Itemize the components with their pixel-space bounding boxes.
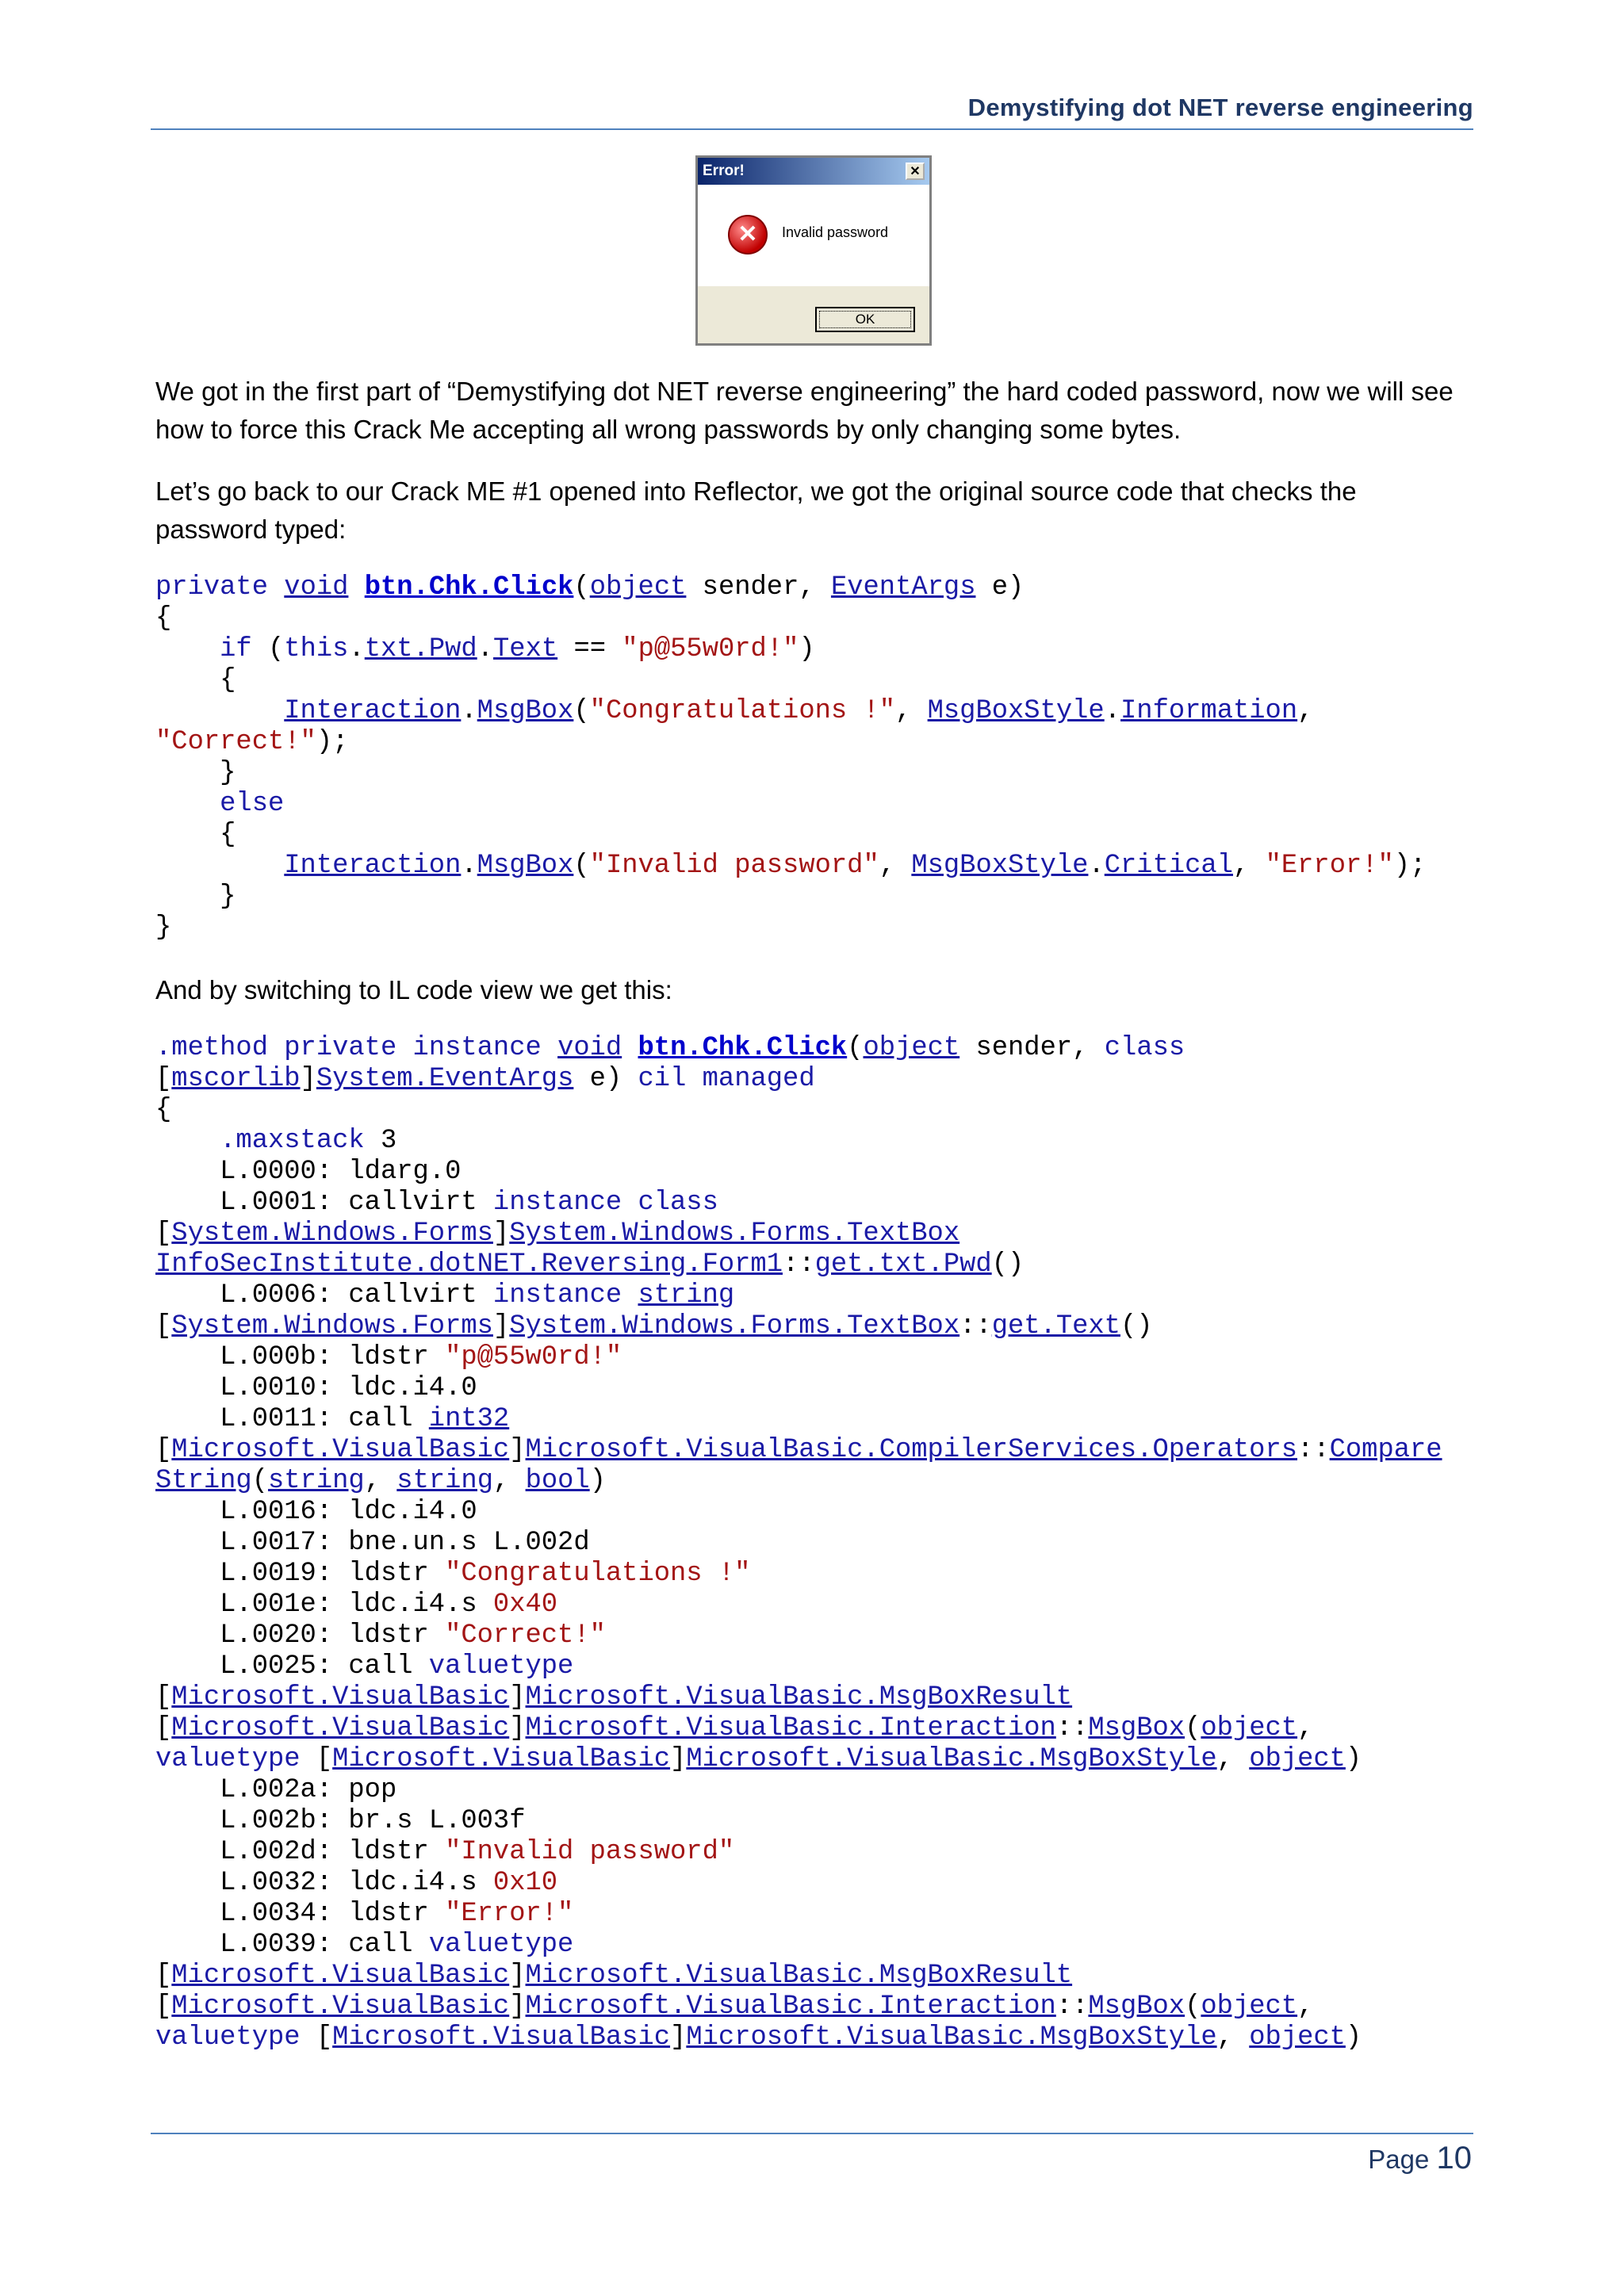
code-line [155,1775,1442,1806]
code-line [155,696,1426,727]
code-line [155,727,1426,758]
code-token: Microsoft.VisualBasic [332,2022,671,2053]
code-token: void [557,1033,622,1063]
code-token: object [863,1033,960,1063]
code-token: "p@55w0rd!" [622,634,799,664]
code-token: . [461,851,477,881]
code-token: object [1201,1713,1298,1743]
code-line [155,1435,1442,1466]
page-number [1368,2141,1472,2176]
code-token: Compare [1329,1435,1442,1465]
code-token: valuetype [155,1744,301,1774]
code-token: get.txt.Pwd [814,1249,992,1280]
code-token: [ [155,1219,172,1249]
code-token: Microsoft.VisualBasic.Interaction [525,1713,1056,1743]
code-line [155,1930,1442,1961]
code-token: Microsoft.VisualBasic [332,1744,671,1774]
dialog-message: Invalid password [782,224,889,240]
code-token: L.000b: ldstr [155,1342,446,1372]
code-token: L.002b: br.s L.003f [155,1806,526,1836]
code-token: ); [1393,851,1427,881]
code-token: () [991,1249,1025,1280]
code-token: Interaction [284,696,462,726]
code-token: "Congratulations !" [445,1559,751,1589]
code-token: InfoSecInstitute.dotNET.Reversing.Form1 [155,1249,783,1280]
code-token: L.0017: bne.un.s L.002d [155,1528,590,1558]
code-token: btn.Chk.Click [364,572,574,603]
code-token: 0x40 [492,1590,558,1620]
code-line [155,2022,1442,2053]
code-token: , [364,1466,397,1496]
code-token: Microsoft.VisualBasic.Interaction [525,1992,1056,2022]
code-token: ] [509,1961,526,1991]
code-token: ] [509,1713,526,1743]
code-token: class [1104,1033,1185,1063]
code-token: L.0010: ldc.i4.0 [155,1373,477,1403]
code-token: } [155,758,236,788]
error-icon: ✕ [728,215,768,254]
code-line [155,1064,1442,1095]
code-token: , [1297,1713,1314,1743]
code-token: instance class [492,1188,718,1218]
code-token: Microsoft.VisualBasic.CompilerServices.Operators [525,1435,1298,1465]
dialog-body [698,185,929,286]
code-token: Microsoft.VisualBasic [171,1713,510,1743]
code-token: , [1297,696,1314,726]
code-token: , [1216,2022,1250,2053]
code-token: Critical [1104,851,1233,881]
code-line [155,1497,1442,1528]
code-token: , [1297,1992,1314,2022]
code-line [155,1682,1442,1713]
code-token [622,1280,638,1311]
code-token: object [1249,1744,1346,1774]
code-token: Microsoft.VisualBasic.MsgBoxResult [525,1961,1073,1991]
code-token: object [1201,1992,1298,2022]
code-token: string [268,1466,365,1496]
code-token: MsgBox [1088,1713,1185,1743]
code-line [155,1311,1442,1342]
code-token: L.002a: pop [155,1775,397,1805]
code-token: Microsoft.VisualBasic [171,1992,510,2022]
code-token: "Error!" [1265,851,1394,881]
csharp-code-block [155,572,1426,943]
code-token: [ [155,1682,172,1712]
code-token: :: [782,1249,815,1280]
paragraph-intro: We got in the first part of “Demystifying dot NET reverse engineering” the hard coded password, now we will see how to force this Crack Me accepting all wrong passwords by only changing some bytes. [155,377,1454,444]
code-token: .method private instance [155,1033,542,1063]
code-token: [ [155,1961,172,1991]
page-number-value: 10 [1436,2141,1472,2175]
code-token: . [1104,696,1121,726]
code-token: Text [493,634,558,664]
code-token [155,634,220,664]
code-line [155,758,1426,789]
code-token [542,1033,557,1063]
code-token: ) [799,634,815,664]
code-token: mscorlib [171,1064,301,1094]
code-token: MsgBoxStyle [911,851,1089,881]
code-line [155,882,1426,913]
code-token: Microsoft.VisualBasic [171,1961,510,1991]
code-token: EventArgs [830,572,976,603]
code-token: ( [251,634,285,664]
code-token: .maxstack [220,1126,365,1156]
code-token: cil managed [638,1064,815,1094]
code-line [155,1559,1442,1590]
code-line [155,1157,1442,1188]
footer-divider [151,2133,1473,2134]
code-token: Microsoft.VisualBasic.MsgBoxResult [525,1682,1073,1712]
code-token: string [638,1280,735,1311]
code-token: :: [959,1311,992,1341]
code-token: L.0001: callvirt [155,1188,493,1218]
code-token: instance [492,1280,622,1311]
code-token: e) [573,1064,638,1094]
il-code-block [155,1033,1442,2053]
code-token [155,696,284,726]
code-line [155,1992,1442,2022]
code-token: void [284,572,349,603]
code-token: valuetype [155,2022,301,2053]
code-token: private [155,572,268,603]
code-token: ] [509,1682,526,1712]
code-token: string [396,1466,493,1496]
code-token: L.0019: ldstr [155,1559,446,1589]
code-line [155,1188,1442,1219]
code-token: . [461,696,477,726]
code-token: :: [1055,1992,1089,2022]
code-token: System.Windows.Forms [171,1219,493,1249]
code-token: System.EventArgs [316,1064,574,1094]
code-token: object [589,572,687,603]
code-token: 0x10 [492,1868,558,1898]
code-token: MsgBox [1088,1992,1185,2022]
code-line [155,1095,1442,1126]
code-line [155,1621,1442,1651]
code-token: , [1216,1744,1250,1774]
code-line [155,665,1426,696]
code-token: [ [155,1311,172,1341]
code-line [155,1342,1442,1373]
code-token: , [492,1466,526,1496]
code-token: if [220,634,252,664]
code-token: "Invalid password" [445,1837,735,1867]
code-line [155,851,1426,882]
code-line [155,1033,1442,1064]
code-token: ) [589,1466,606,1496]
code-token: "Error!" [445,1899,574,1929]
close-icon: ✕ [906,163,925,180]
paragraph-il-view: And by switching to IL code view we get this: [155,975,672,1004]
code-token: :: [1297,1435,1330,1465]
code-line [155,1373,1442,1404]
code-token: [ [155,1713,172,1743]
code-token: System.Windows.Forms.TextBox [509,1311,960,1341]
code-token: sender, [959,1033,1105,1063]
code-token: . [348,634,365,664]
code-token: , [895,696,928,726]
code-token: int32 [428,1404,510,1434]
code-token: MsgBoxStyle [927,696,1105,726]
code-token: "Correct!" [445,1621,606,1651]
code-token: ( [847,1033,864,1063]
code-token: { [155,665,236,695]
code-line [155,1590,1442,1621]
code-token: L.0006: callvirt [155,1280,493,1311]
code-line [155,603,1426,634]
code-token: { [155,1095,172,1125]
code-line [155,913,1426,943]
dialog-titlebar [698,158,929,185]
code-token: ( [573,572,590,603]
code-token: ( [251,1466,268,1496]
code-line [155,1837,1442,1868]
code-token: L.0039: call [155,1930,429,1960]
code-token: [ [300,1744,333,1774]
code-token: ] [492,1219,510,1249]
code-token: { [155,603,172,633]
code-token: this [284,634,349,664]
code-token: else [220,789,285,819]
code-line [155,1899,1442,1930]
code-token: L.001e: ldc.i4.s [155,1590,493,1620]
code-token: ] [300,1064,316,1094]
code-token: 3 [364,1126,397,1156]
code-token: System.Windows.Forms.TextBox [509,1219,960,1249]
code-token: btn.Chk.Click [638,1033,848,1063]
code-token: ] [509,1435,526,1465]
code-token: e) [975,572,1025,603]
code-token: L.0020: ldstr [155,1621,446,1651]
code-token: ] [670,1744,687,1774]
code-line [155,1868,1442,1899]
code-token: L.0034: ldstr [155,1899,446,1929]
code-token [268,572,284,603]
dialog-title: Error! [703,163,745,179]
code-line [155,1713,1442,1744]
code-token [155,851,284,881]
code-token: "Correct!" [155,727,316,757]
code-token: ] [492,1311,510,1341]
code-token: L.0000: ldarg.0 [155,1157,462,1187]
code-token: ) [1345,1744,1362,1774]
code-line [155,1744,1442,1775]
code-token [155,1126,220,1156]
code-token: object [1249,2022,1346,2053]
code-token: Information [1120,696,1298,726]
code-token: ( [573,696,590,726]
code-token: ) [1345,2022,1362,2053]
code-token: , [1233,851,1266,881]
code-token: :: [1055,1713,1089,1743]
ok-button-label: OK [819,311,911,328]
code-token: L.0025: call [155,1651,429,1682]
code-token: . [1088,851,1105,881]
code-token: ] [670,2022,687,2053]
code-token: "Congratulations !" [589,696,896,726]
code-token: sender, [686,572,831,603]
code-line [155,572,1426,603]
code-token: { [155,820,236,850]
code-token: L.0016: ldc.i4.0 [155,1497,477,1527]
code-line [155,1651,1442,1682]
code-token: Microsoft.VisualBasic [171,1682,510,1712]
code-token: valuetype [428,1930,574,1960]
code-token: valuetype [428,1651,574,1682]
code-token: Microsoft.VisualBasic [171,1435,510,1465]
code-token: ); [316,727,349,757]
code-token: "p@55w0rd!" [445,1342,622,1372]
code-token: , [879,851,912,881]
code-token [348,572,364,603]
code-line [155,1280,1442,1311]
code-token: Microsoft.VisualBasic.MsgBoxStyle [686,2022,1217,2053]
header-divider [151,128,1473,130]
code-line [155,1466,1442,1497]
page-label: Page [1368,2145,1430,2174]
code-token: [ [155,1435,172,1465]
code-line [155,1961,1442,1992]
code-line [155,1404,1442,1435]
code-token: } [155,882,236,912]
code-token: . [477,634,494,664]
paragraph-reflector: Let’s go back to our Crack ME #1 opened into Reflector, we got the original source code that checks the password typed: [155,476,1357,544]
code-token: ( [1185,1713,1201,1743]
code-token: MsgBox [477,851,574,881]
code-token [622,1033,638,1063]
code-line [155,789,1426,820]
code-token: ( [1185,1992,1201,2022]
code-token: L.0032: ldc.i4.s [155,1868,493,1898]
code-token: ] [509,1992,526,2022]
code-token: == [557,634,622,664]
code-token: txt.Pwd [364,634,477,664]
code-token [155,789,220,819]
code-token: Interaction [284,851,462,881]
ok-button [815,307,915,332]
code-line [155,820,1426,851]
code-token: } [155,913,172,943]
code-line [155,1806,1442,1837]
error-dialog-image [695,155,932,346]
code-token: [ [155,1064,172,1094]
code-token: Microsoft.VisualBasic.MsgBoxStyle [686,1744,1217,1774]
code-token: MsgBox [477,696,574,726]
code-line [155,1219,1442,1249]
code-token: get.Text [991,1311,1120,1341]
code-line [155,1249,1442,1280]
code-token: [ [300,2022,333,2053]
code-line [155,1126,1442,1157]
code-token: [ [155,1992,172,2022]
code-token: String [155,1466,252,1496]
code-token: "Invalid password" [589,851,879,881]
code-token: () [1120,1311,1153,1341]
code-line [155,1528,1442,1559]
code-token: L.002d: ldstr [155,1837,446,1867]
code-token: System.Windows.Forms [171,1311,493,1341]
header-title: Demystifying dot NET reverse engineering [967,94,1473,121]
code-token: ( [573,851,590,881]
code-token: bool [525,1466,590,1496]
code-line [155,634,1426,665]
code-token: L.0011: call [155,1404,429,1434]
